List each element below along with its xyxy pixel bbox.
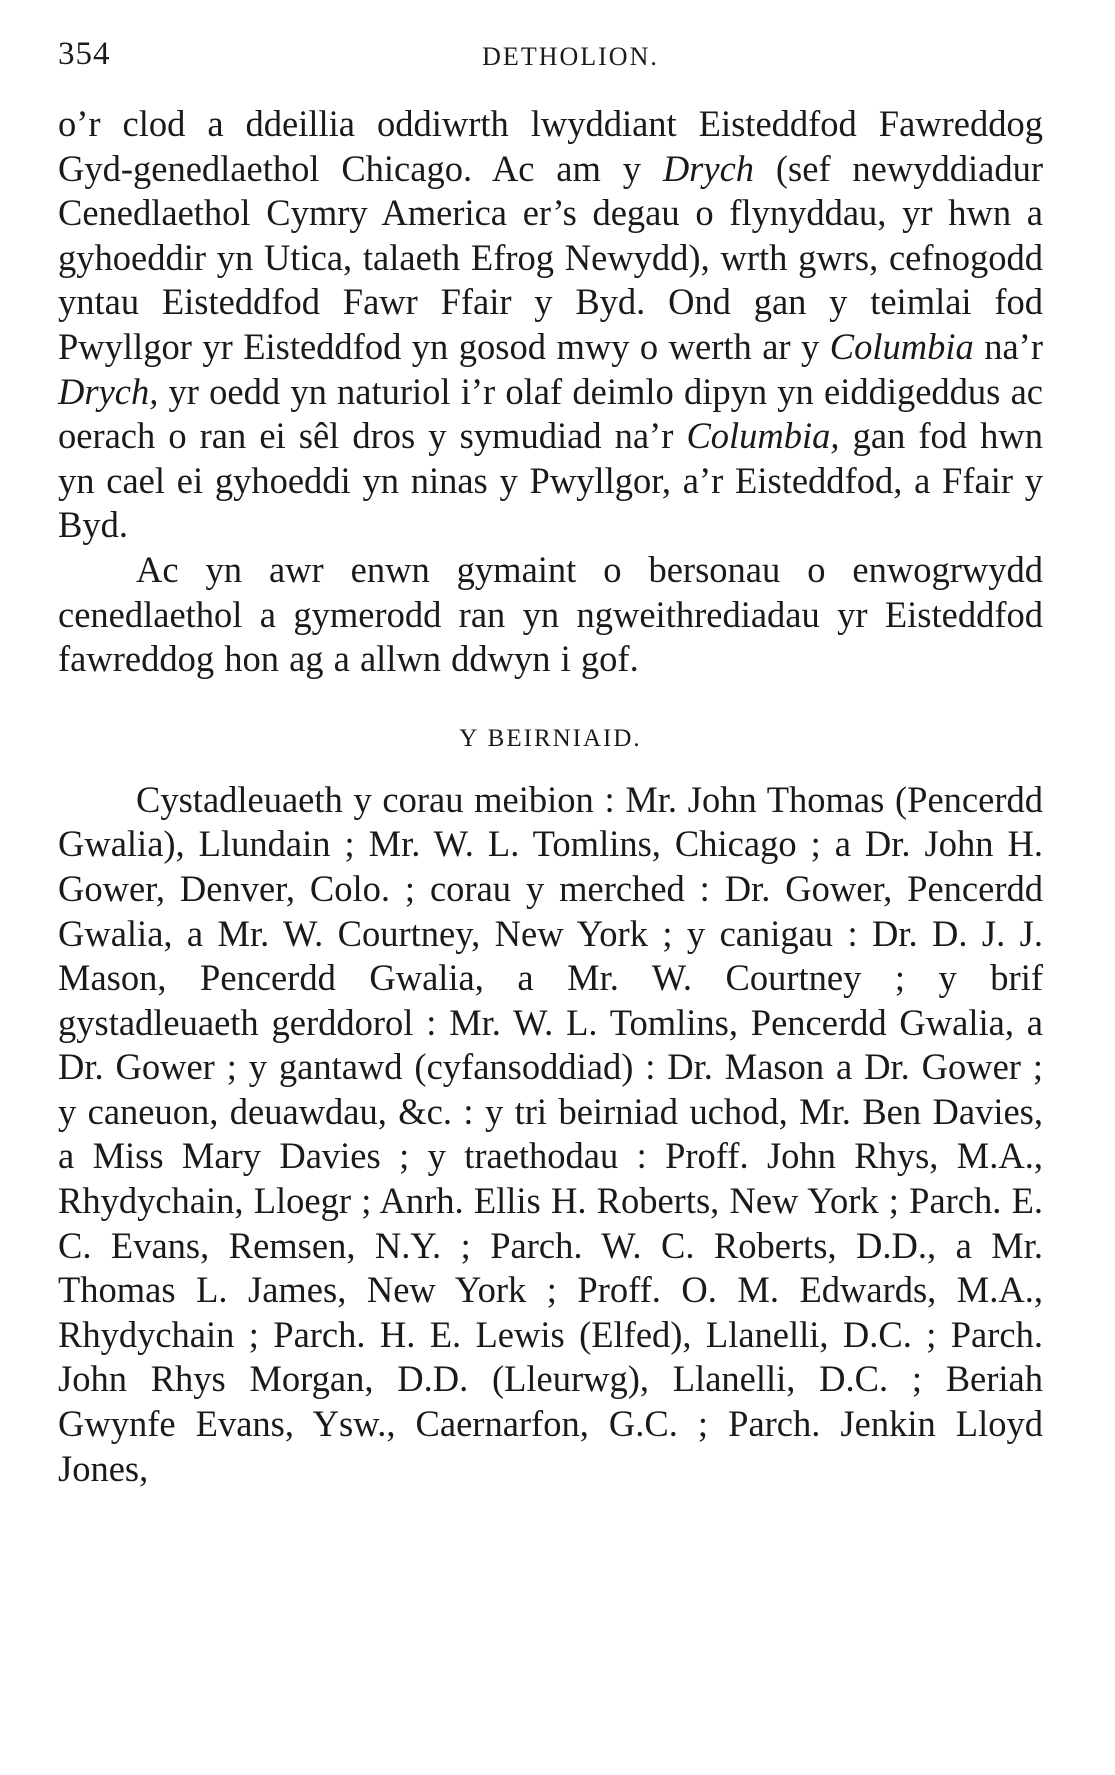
body-text — [58, 102, 1043, 1491]
section-heading: Y BEIRNIAID. — [459, 724, 642, 752]
running-head: DETHOLION. — [482, 42, 659, 71]
paragraph-1: o’r clod a ddeillia oddiwrth lwyddiant Eisteddfod Fawreddog Gyd-genedlaethol Chicago. Ac am y Drych (sef newyddiadur Cenedlaethol Cymry America er’s degau o flynyddau, yr hwn a gyhoeddir yn Utica, talaeth Efrog Newydd), wrth gwrs, cefnogodd yntau Eisteddfod Fawr Ffair y Byd. Ond gan y teimlai fod Pwyllgor yr Eisteddfod yn gosod mwy o werth ar y Columbia na’r Drych, yr oedd yn naturiol i’r olaf deimlo dipyn yn eiddigeddus ac oerach o ran ei sêl dros y symudiad na’r Columbia, gan fod hwn yn cael ei gyhoeddi yn ninas y Pwyllgor, a’r Eisteddfod, a Ffair y Byd. — [58, 103, 1043, 546]
paragraph-2: Ac yn awr enwn gymaint o bersonau o enwogrwydd cenedlaethol a gymerodd ran yn ngweithrediadau yr Eisteddfod fawreddog hon ag a allwn ddwyn i gof. — [58, 548, 1043, 680]
italic-title-drych: Drych — [662, 147, 755, 189]
italic-title-columbia: Columbia — [829, 325, 974, 367]
page-header — [58, 32, 1043, 82]
page-number: 354 — [58, 36, 111, 72]
paragraph-3: Cystadleuaeth y corau meibion : Mr. John Thomas (Pencerdd Gwalia), Llundain ; Mr. W. L. Tomlins, Chicago ; a Dr. John H. Gower, Denver, Colo. ; corau y merched : Dr. Gower, Pencerdd Gwalia, a Mr. W. Courtney, New York ; y canigau : Dr. D. J. J. Mason, Pencerdd Gwalia, a Mr. W. Courtney ; y brif gystadleuaeth gerddorol : Mr. W. L. Tomlins, Pencerdd Gwalia, a Dr. Gower ; y gantawd (cyfansoddiad) : Dr. Mason a Dr. Gower ; y caneuon, deuawdau, &c. : y tri beirniad uchod, Mr. Ben Davies, a Miss Mary Davies ; y traethodau : Proff. John Rhys, M.A., Rhydychain, Lloegr ; Anrh. Ellis H. Roberts, New York ; Parch. E. C. Evans, Remsen, N.Y. ; Parch. W. C. Roberts, D.D., a Mr. Thomas L. James, New York ; Proff. O. M. Edwards, M.A., Rhydychain ; Parch. H. E. Lewis (Elfed), Llanelli, D.C. ; Parch. John Rhys Morgan, D.D. (Lleurwg), Llanelli, D.C. ; Beriah Gwynfe Evans, Ysw., Caernarfon, G.C. ; Parch. Jenkin Lloyd Jones, — [58, 778, 1043, 1489]
italic-title-drych-2: Drych, — [58, 370, 159, 412]
italic-title-columbia-2: Columbia, — [686, 415, 840, 457]
